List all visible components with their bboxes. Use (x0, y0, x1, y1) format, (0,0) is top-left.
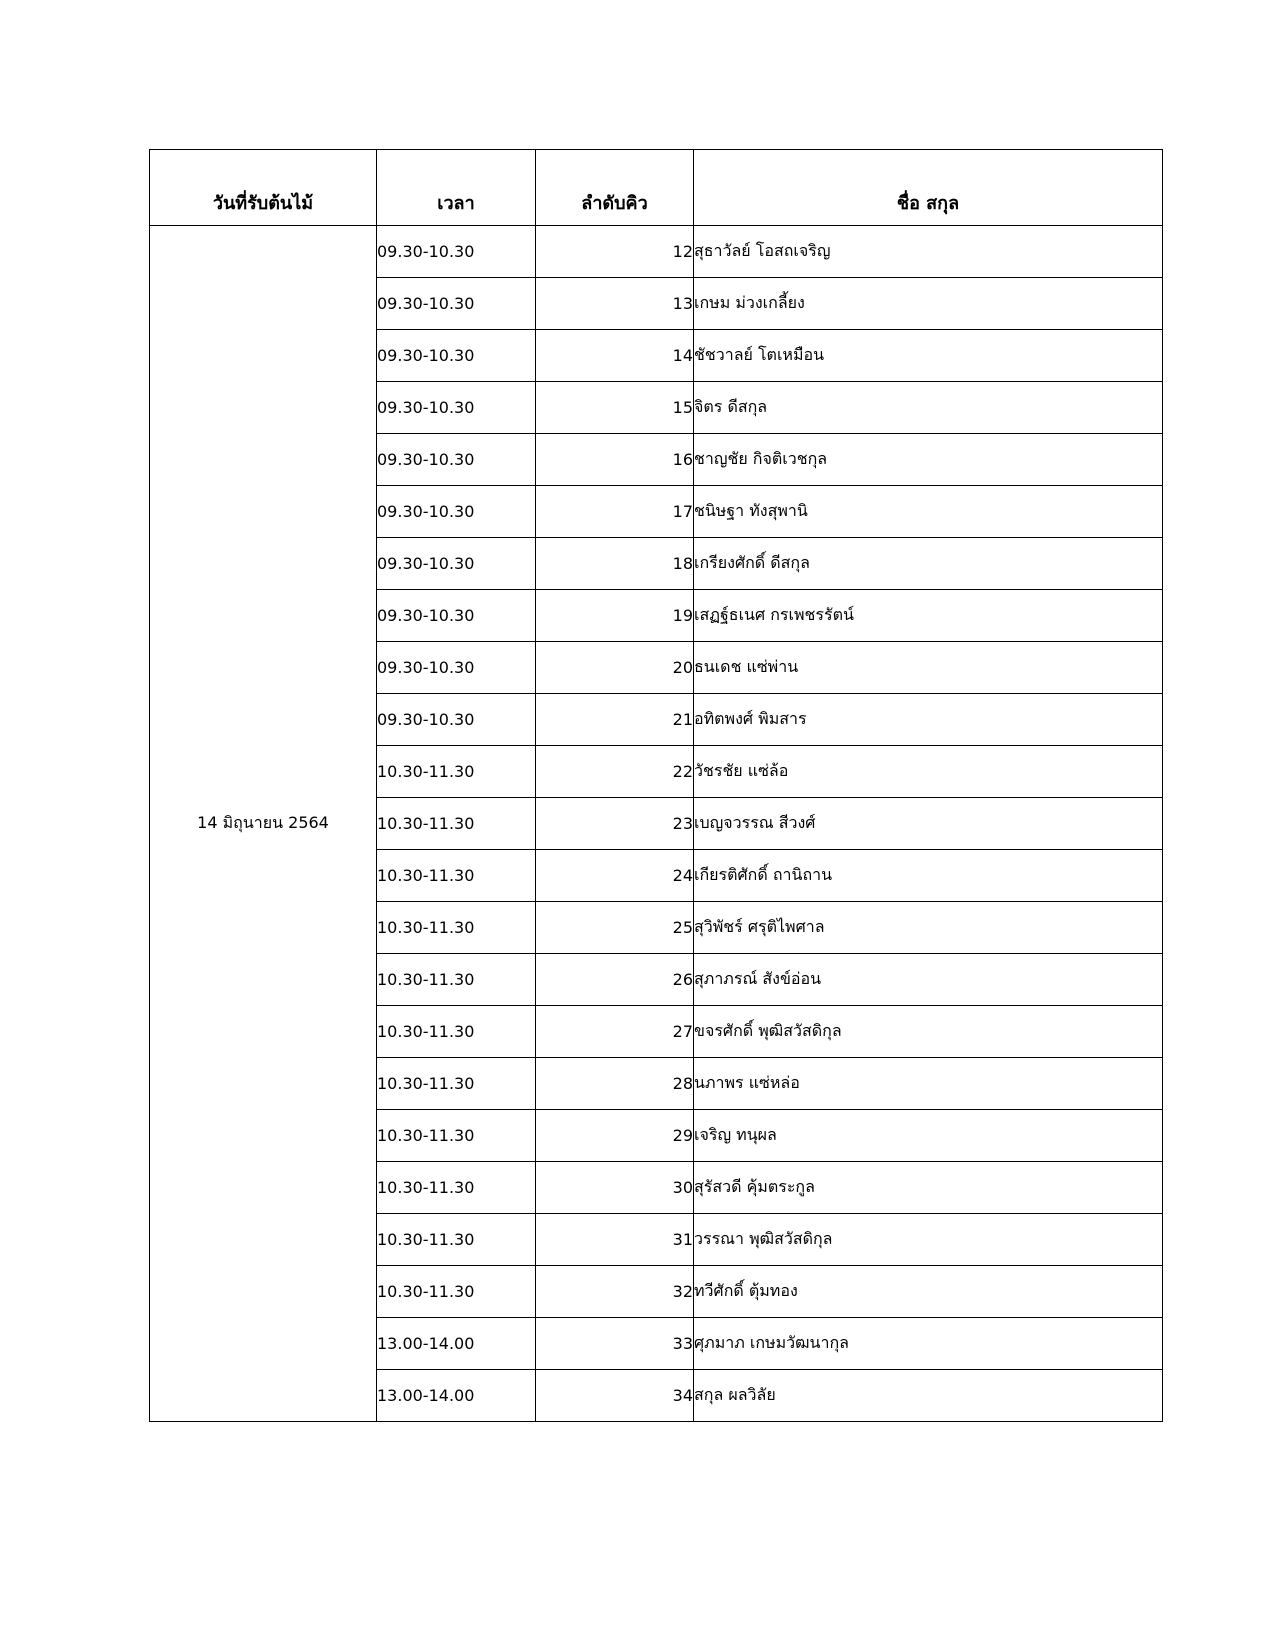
queue-number-cell: 13 (536, 278, 694, 330)
queue-number-cell: 15 (536, 382, 694, 434)
name-cell: เกรียงศักดิ์ ดีสกุล (694, 538, 1163, 590)
queue-number-cell: 33 (536, 1318, 694, 1370)
queue-number-cell: 12 (536, 226, 694, 278)
time-cell: 09.30-10.30 (377, 330, 536, 382)
time-cell: 10.30-11.30 (377, 1266, 536, 1318)
name-cell: เบญจวรรณ สีวงศ์ (694, 798, 1163, 850)
queue-number-cell: 17 (536, 486, 694, 538)
name-cell: เกียรติศักดิ์ ถานิถาน (694, 850, 1163, 902)
time-cell: 10.30-11.30 (377, 798, 536, 850)
name-cell: วัชรชัย แซ่ล้อ (694, 746, 1163, 798)
time-cell: 10.30-11.30 (377, 1214, 536, 1266)
name-cell: เสฏฐ์ธเนศ กรเพชรรัตน์ (694, 590, 1163, 642)
time-cell: 09.30-10.30 (377, 486, 536, 538)
time-cell: 10.30-11.30 (377, 954, 536, 1006)
queue-number-cell: 16 (536, 434, 694, 486)
name-cell: สุรัสวดี คุ้มตระกูล (694, 1162, 1163, 1214)
date-cell: 14 มิถุนายน 2564 (150, 226, 377, 1422)
header-date: วันที่รับต้นไม้ (150, 150, 377, 226)
document-page (149, 149, 1162, 1422)
name-cell: ธนเดช แซ่พ่าน (694, 642, 1163, 694)
queue-number-cell: 22 (536, 746, 694, 798)
time-cell: 09.30-10.30 (377, 538, 536, 590)
time-cell: 13.00-14.00 (377, 1318, 536, 1370)
time-cell: 10.30-11.30 (377, 1006, 536, 1058)
name-cell: เกษม ม่วงเกลี้ยง (694, 278, 1163, 330)
time-cell: 09.30-10.30 (377, 434, 536, 486)
queue-number-cell: 21 (536, 694, 694, 746)
time-cell: 10.30-11.30 (377, 746, 536, 798)
queue-table (149, 149, 1163, 1422)
queue-number-cell: 25 (536, 902, 694, 954)
name-cell: ศุภมาภ เกษมวัฒนากุล (694, 1318, 1163, 1370)
queue-number-cell: 23 (536, 798, 694, 850)
queue-number-cell: 29 (536, 1110, 694, 1162)
time-cell: 10.30-11.30 (377, 1110, 536, 1162)
time-cell: 10.30-11.30 (377, 902, 536, 954)
name-cell: สุวิพัชร์ ศรุติไพศาล (694, 902, 1163, 954)
time-cell: 10.30-11.30 (377, 1162, 536, 1214)
table-row (150, 226, 1163, 278)
queue-number-cell: 24 (536, 850, 694, 902)
queue-number-cell: 31 (536, 1214, 694, 1266)
name-cell: วรรณา พุฒิสวัสดิกุล (694, 1214, 1163, 1266)
time-cell: 09.30-10.30 (377, 642, 536, 694)
queue-number-cell: 34 (536, 1370, 694, 1422)
queue-number-cell: 32 (536, 1266, 694, 1318)
time-cell: 13.00-14.00 (377, 1370, 536, 1422)
name-cell: เจริญ ทนุผล (694, 1110, 1163, 1162)
name-cell: สุธาวัลย์ โอสถเจริญ (694, 226, 1163, 278)
header-queue: ลำดับคิว (536, 150, 694, 226)
name-cell: สกุล ผลวิลัย (694, 1370, 1163, 1422)
time-cell: 09.30-10.30 (377, 382, 536, 434)
time-cell: 09.30-10.30 (377, 694, 536, 746)
queue-number-cell: 18 (536, 538, 694, 590)
name-cell: ชาญชัย กิจติเวชกุล (694, 434, 1163, 486)
time-cell: 10.30-11.30 (377, 850, 536, 902)
header-time: เวลา (377, 150, 536, 226)
name-cell: ขจรศักดิ์ พุฒิสวัสดิกุล (694, 1006, 1163, 1058)
table-header-row (150, 150, 1163, 226)
queue-number-cell: 30 (536, 1162, 694, 1214)
queue-number-cell: 28 (536, 1058, 694, 1110)
queue-number-cell: 20 (536, 642, 694, 694)
time-cell: 09.30-10.30 (377, 226, 536, 278)
table-body (150, 226, 1163, 1422)
name-cell: ชัชวาลย์ โตเหมือน (694, 330, 1163, 382)
name-cell: อทิตพงศ์ พิมสาร (694, 694, 1163, 746)
name-cell: นภาพร แซ่หล่อ (694, 1058, 1163, 1110)
time-cell: 09.30-10.30 (377, 278, 536, 330)
name-cell: สุภาภรณ์ สังข์อ่อน (694, 954, 1163, 1006)
name-cell: ชนิษฐา ทังสุพานิ (694, 486, 1163, 538)
name-cell: จิตร ดีสกุล (694, 382, 1163, 434)
queue-number-cell: 14 (536, 330, 694, 382)
queue-number-cell: 27 (536, 1006, 694, 1058)
header-name: ชื่อ สกุล (694, 150, 1163, 226)
time-cell: 10.30-11.30 (377, 1058, 536, 1110)
queue-number-cell: 19 (536, 590, 694, 642)
queue-number-cell: 26 (536, 954, 694, 1006)
name-cell: ทวีศักดิ์ ตุ้มทอง (694, 1266, 1163, 1318)
time-cell: 09.30-10.30 (377, 590, 536, 642)
